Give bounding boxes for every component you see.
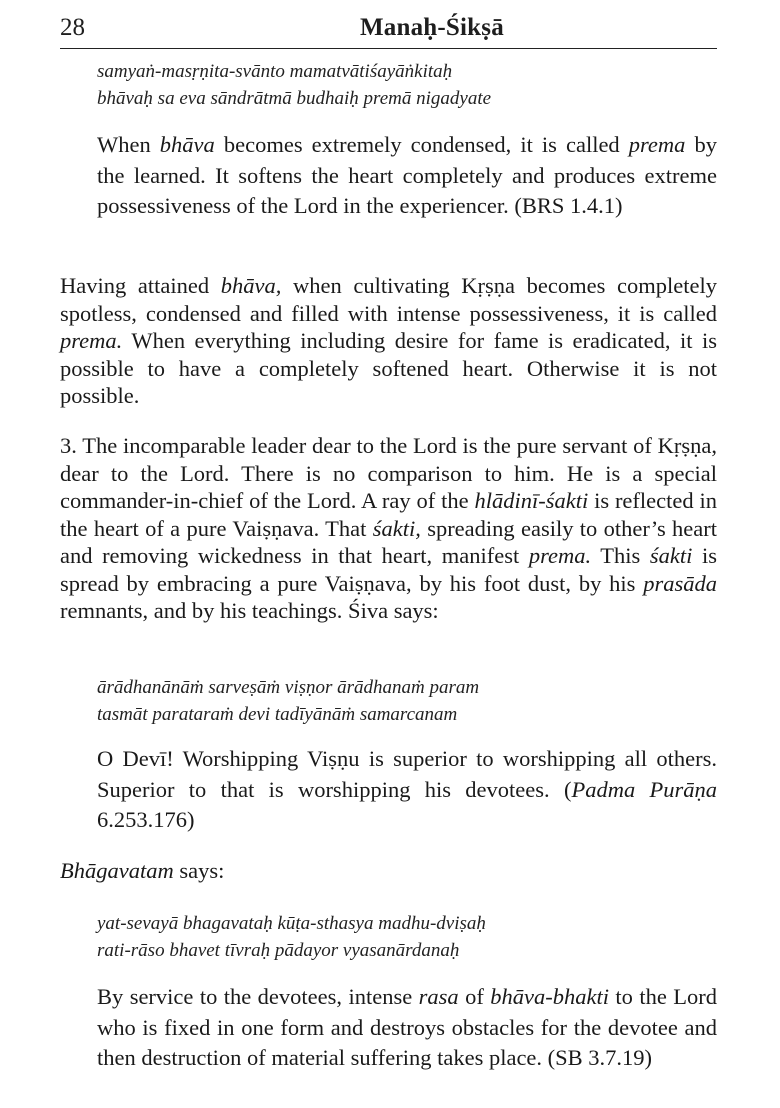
verse-translation-2: O Devī! Worshipping Viṣṇu is superior to worshipping all others. Superior to that is worshipping his devotees. (Padma Purāṇa 6.253.176) xyxy=(97,746,717,832)
verse-line: rati-rāso bhavet tīvraḥ pādayor vyasanārdanaḥ xyxy=(97,940,460,961)
running-title: Manaḥ-Śikṣā xyxy=(360,14,504,41)
verse-line: yat-sevayā bhagavataḥ kūṭa-sthasya madhu-dviṣaḥ xyxy=(97,913,486,934)
verse-line: ārādhanānāṁ sarveṣāṁ viṣṇor ārādhanaṁ param xyxy=(97,677,480,698)
verse-line: bhāvaḥ sa eva sāndrātmā budhaiḥ premā nigadyate xyxy=(97,88,492,109)
verse-translation-1: When bhāva becomes extremely condensed, it is called prema by the learned. It softens the heart completely and produces extreme possessiveness of the Lord in the experiencer. (BRS 1.4.1) xyxy=(97,132,717,218)
verse-line: samyaṅ-masṛṇita-svānto mamatvātiśayāṅkitaḥ xyxy=(97,61,453,82)
verse-line: tasmāt parataraṁ devi tadīyānāṁ samarcanam xyxy=(97,704,458,725)
verse-intro-line: Bhāgavatam says: xyxy=(60,858,225,883)
verse-translation-3: By service to the devotees, intense rasa of bhāva-bhakti to the Lord who is fixed in one form and destroys obstacles for the devotee and then destruction of material suffering takes place. (SB 3.7.19) xyxy=(97,984,717,1070)
commentary-paragraph-2: 3. The incomparable leader dear to the Lord is the pure servant of Kṛṣṇa, dear to the Lord. There is no comparison to him. He is a special commander-in-chief of the Lord. A ray of the hlādinī-śakti is reflected in the heart of a pure Vaiṣṇava. That śakti, spreading easily to other’s heart and removing wickedness in that heart, manifest prema. This śakti is spread by embracing a pure Vaiṣṇava, by his foot dust, by his prasāda remnants, and by his teachings. Śiva says: xyxy=(60,433,717,623)
sanskrit-verse-2 xyxy=(97,674,479,728)
page-header xyxy=(60,12,717,49)
sanskrit-verse-1 xyxy=(97,58,491,112)
page-number: 28 xyxy=(60,14,85,41)
sanskrit-verse-3 xyxy=(97,910,486,964)
commentary-paragraph-1: Having attained bhāva, when cultivating Kṛṣṇa becomes completely spotless, condensed and filled with intense possessiveness, it is called prema. When everything including desire for fame is eradicated, it is possible to have a completely softened heart. Otherwise it is not possible. xyxy=(60,273,717,408)
